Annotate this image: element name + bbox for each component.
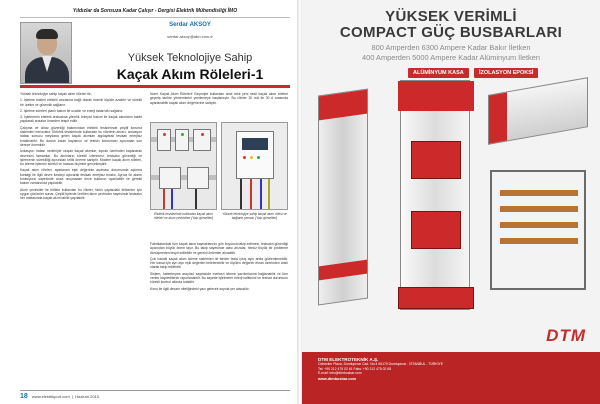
company-name: DTM ELEKTROTEKNİK A.Ş. <box>318 357 379 362</box>
relay-module <box>157 129 171 151</box>
article-column-2-top <box>150 92 288 107</box>
paragraph: 2. İşletme süreleri planlı bakım ile uzatılır ve enerji tasarrufu sağlanır. <box>20 108 124 113</box>
author-name <box>90 22 290 28</box>
ad-subtitle-copper: 800 Amperden 6300 Ampere Kadar Bakır İletken <box>371 43 531 52</box>
publication-line: Yıldızlar da Sonsuza Kadar Çalışır - Dergisi Elektrik Mühendisliği İMO <box>20 4 290 18</box>
company-website[interactable]: www.dtmbusbar.com <box>318 376 357 381</box>
current-transformer <box>187 167 209 189</box>
paragraph: Sistem, haberleşme arayüzü sayesinde merkezi izleme yazılımlarına bağlanabilir ve tüm veriler kaydedilerek raporlanabilir. Bu sayede işletmeler enerji kalitesini ve tesisat durumunu sürekli kontrol altında tutabilir. <box>150 271 288 285</box>
busbar-support-frame <box>490 170 586 290</box>
busbar-vertical-section <box>318 88 368 305</box>
ad-subtitle-aluminium: 400 Amperden 5000 Ampere Kadar Alüminyum İletken <box>362 53 540 62</box>
paragraph: Fabrikalardaki tüm kaçak akım kaynaklarının gün boyunca takip edilmesi, tesisatın güvenliği açısından büyük önem taşır. Bu takip sayesinde olası arızalar, henüz büyük bir probleme dönüşmeden tespit edilebilir ve gerekli önlemler alınabilir. <box>150 242 288 255</box>
article-title-line1: Yüksek Teknolojiye Sahip <box>127 52 253 64</box>
page-number: 18 <box>20 393 28 400</box>
author-surname: AKSOY <box>189 22 211 28</box>
relay-panel-photo <box>150 122 217 210</box>
article-title-line2: Kaçak Akım Röleleri-1 <box>116 66 264 82</box>
tap-off-box <box>411 211 461 249</box>
company-address: Cebeciler Plaza, Dumlupınar Cad. No:4 06170 Dumlupınar - İSTANBUL - TÜRKİYE <box>318 362 444 366</box>
paragraph: Akım çeviriciler ile birlikte kullanılan bu röleler, farklı çaplardaki iletkenler için uygun çözümler sunar. Çeşitli tiplerde üretilen akım çeviriciler sayesinde tesisatın her noktasında kaçak akım takibi yapılabilir. <box>20 187 142 201</box>
ad-contact-footer <box>302 352 600 404</box>
paragraph: 1. İşletme riskleri elektrik arızasına bağlı olarak önemli ölçüde azaltılır ve sürekli bir üretim ve güvenlik sağlanır. <box>20 98 142 107</box>
paragraph: Konu ile ilgili devam niteliğindeki yazı gelecek sayıda yer alacaktır. <box>150 286 250 291</box>
ad-title-line1: YÜKSEK VERİMLİ <box>385 8 517 25</box>
company-email[interactable]: E-mail: info@dtmbusbar.com <box>318 371 362 375</box>
footer-issue: Haziran 2015 <box>75 394 99 399</box>
paragraph: Çalışma ve cihaz güvenliği bakımından elektrik tesislerinde çeşitli koruma sistemleri mevcuttur. Elektrik tesislerinde kullanılan bu rölelerin amacı, izolasyon hatası sonucu meydana gelen kaçak akımları algılayarak tesisatı enerjisiz bırakmaktır. Bu durum insan hayatının ve tesisin korunması açısından son derece önemlidir. <box>20 125 142 147</box>
author-email[interactable]: serdar.aksoy@dtm.com.tr <box>167 34 213 39</box>
paragraph: Kaçak akım röleleri, ayarlanan eşik değerinin aşılması durumunda açtırma kontağı ile ilgili devre kesiciyi açtırarak tesisatı enerjisiz bırakır. Ayrıca ön alarm fonksiyonu sayesinde arıza oluşmadan önce kullanıcı uyarılabilir ve gerekli bakım zamanında yapılabilir. <box>20 168 142 186</box>
relay-module <box>193 129 211 151</box>
busbar-horizontal-section <box>488 77 588 145</box>
paragraph: Yüksek teknolojiye sahip kaçak akım röleleri ile; <box>20 92 92 96</box>
footer-site[interactable]: www.elektrikport.com <box>31 394 70 399</box>
relay-device <box>236 131 274 179</box>
dtm-logo: DTM <box>546 326 586 345</box>
article-column-1 <box>20 92 142 388</box>
ad-title-line2: COMPACT GÜÇ BUSBARLARI <box>339 24 563 41</box>
article-column-2-bottom <box>150 242 288 388</box>
paragraph: Norm Kaçak Akım Röleleri! Geçmişte kullanılan ama artık yeni nesil kaçak akım röleleri geçmiş tarihte yöntemlerini yenilemeye başlamıştır. Bu röleler 30 mA ile 30 A arasında ayarlanabilir kaçak akım değerlerine sahiptir. <box>150 92 288 105</box>
tap-off-box <box>411 141 461 179</box>
footer-divider <box>20 390 290 391</box>
author-photo <box>20 22 72 84</box>
current-transformer <box>159 167 181 189</box>
magazine-page-left <box>0 0 298 404</box>
company-phone: Tel: +90 212 475 02 61 Faks: +90 212 475 02 65 <box>318 366 392 371</box>
busbar-advertisement <box>302 0 600 404</box>
paragraph: Çok kanallı kaçak akım izleme sistemleri ile birden fazla çıkış aynı anda gözlemlenebilir. Her kanal için ayrı ayrı eşik değerleri belirlenebilir ve ölçülen değerler ekran üzerinden anlık olarak takip edilebilir. <box>150 256 288 270</box>
feature-label-aluminium-case: ALÜMİNYUM KASA <box>408 68 469 78</box>
paragraph: İzolasyon hatası nedeniyle oluşan kaçak akımlar, toprak üzerinden kapanarak devresini tamamlar. Bu akımların sürekli izlenmesi, tesisatın güvenliği ve işletmenin sürekliliği açısından kritik öneme sahiptir. Modern kaçak akım röleleri, bu izleme işlemini sürekli ve hassas biçimde gerçekleştirir. <box>20 149 142 167</box>
relay-module <box>175 129 189 151</box>
photo-caption-a: Elektrik tesislerinde kullanılan kaçak akım röleleri ve akım çeviricileri (Yazı görselleri) <box>153 212 214 220</box>
page-footer: 18 www.elektrikport.com | Haziran 2015 <box>20 393 99 400</box>
photo-caption-b: Yüksek teknolojiye sahip kaçak akım rölesi ve bağlantı şeması (Yazı görselleri) <box>222 212 287 220</box>
relay-device-photo <box>221 122 288 210</box>
feature-label-epoxy-insulation: İZOLASYON EPOKSİ <box>474 68 538 78</box>
author-first-name: Serdar <box>169 22 189 28</box>
paragraph: 3. İşletmenin elektrik tesisatına yönelik önleyici bakım ile kaçak akımların takibi yapılarak arızalar önceden tespit edilir. <box>20 115 142 124</box>
busbar-tap-off-unit <box>400 80 470 310</box>
title-divider <box>20 85 290 88</box>
